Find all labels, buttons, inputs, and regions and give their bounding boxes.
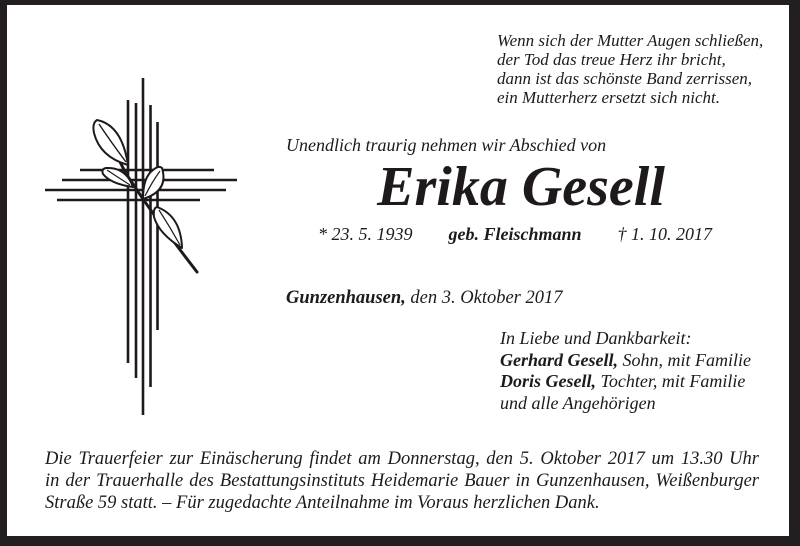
dateline-place: Gunzenhausen,	[286, 288, 406, 308]
leaves	[93, 120, 182, 248]
mourners-heading: In Liebe und Dankbarkeit:	[500, 328, 692, 348]
dateline	[286, 288, 563, 309]
deceased-name: Erika Gesell	[377, 156, 665, 218]
poem-line: der Tod das treue Herz ihr bricht,	[497, 50, 726, 69]
maiden-name: geb. Fleischmann	[448, 224, 582, 244]
mourners-block	[500, 328, 751, 414]
poem-line: Wenn sich der Mutter Augen schließen,	[497, 31, 764, 50]
dateline-date: den 3. Oktober 2017	[405, 288, 563, 308]
cross-lines	[45, 78, 237, 415]
mourner-name: Doris Gesell,	[500, 371, 596, 391]
memorial-poem	[497, 31, 763, 107]
mourner-relation: Tochter, mit Familie	[596, 371, 746, 391]
mourner-entry	[500, 371, 751, 393]
birth-date: * 23. 5. 1939	[318, 224, 413, 244]
funeral-info-line: Die Trauerfeier zur Einäscherung findet am Donnerstag, den 5. Oktober 2017 um 13.30 Uhr	[45, 449, 759, 469]
cross-with-leaves-icon	[40, 75, 260, 425]
mourner-entry	[500, 350, 751, 372]
poem-line: dann ist das schönste Band zerrissen,	[497, 69, 752, 88]
mourner-relation: Sohn, mit Familie	[618, 349, 751, 370]
frame-border-left	[0, 0, 7, 546]
poem-line: ein Mutterherz ersetzt sich nicht.	[497, 88, 721, 107]
mourner-name: Gerhard Gesell,	[500, 349, 618, 370]
funeral-info-line: Straße 59 statt. – Für zugedachte Anteilnahme im Voraus herzlichen Dank.	[45, 493, 600, 513]
mourners-closing: und alle Angehörigen	[500, 392, 656, 413]
frame-border-bottom	[0, 536, 800, 546]
life-dates-row	[318, 224, 712, 245]
funeral-info-line: in der Trauerhalle des Bestattungsinstituts Heidemarie Bauer in Gunzenhausen, Weißenburger	[45, 471, 759, 491]
death-date: † 1. 10. 2017	[617, 224, 712, 244]
funeral-info	[45, 448, 759, 514]
frame-border-right	[789, 0, 800, 546]
frame-border-top	[0, 0, 800, 5]
announcement-intro: Unendlich traurig nehmen wir Abschied von	[286, 135, 607, 155]
